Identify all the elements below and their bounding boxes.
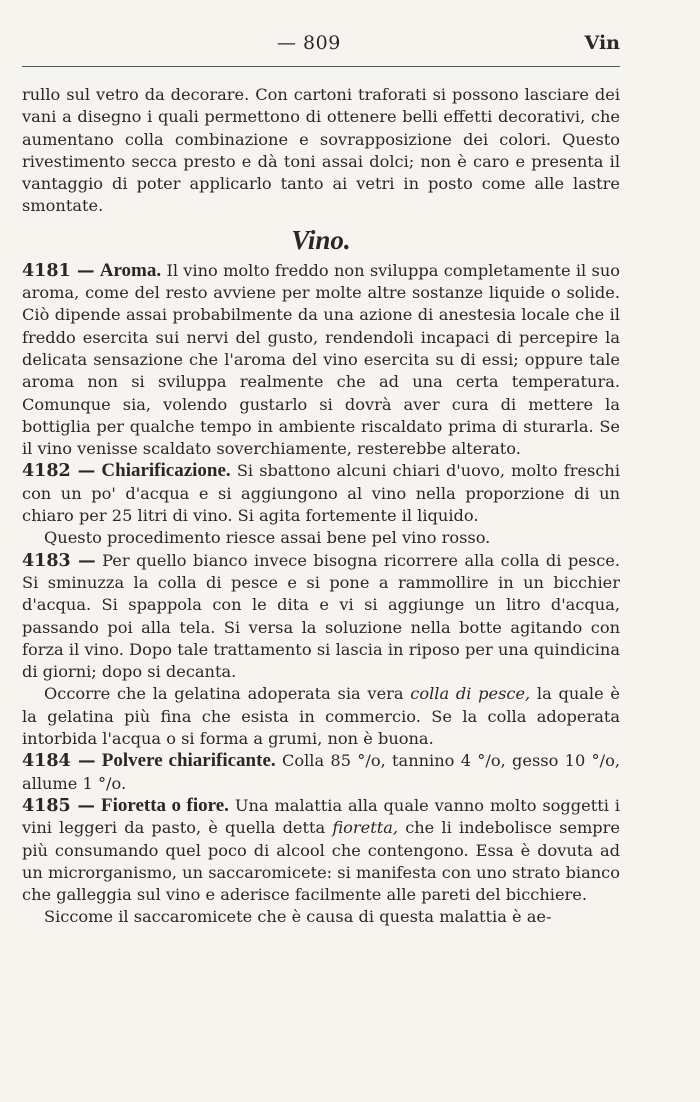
entry-italic: fioretta, (332, 818, 399, 838)
page-number: — 809 (277, 32, 341, 54)
note-text: la quale è la gelatina più fina che esista in commercio. Se la colla adoperata intorbida l'acqua o si forma a grumi, non è buona. (22, 684, 620, 749)
note-text: Occorre che la gelatina adoperata sia vera (44, 684, 404, 704)
entry-4182-note: Questo procedimento riesce assai bene pel vino rosso. (44, 528, 491, 548)
entry-4183 (22, 550, 620, 684)
entry-4185-note: Siccome il saccaromicete che è causa di questa malattia è ae- (44, 907, 552, 927)
entry-text: Per quello bianco invece bisogna ricorrere alla colla di pesce. Si sminuzza la colla di pesce e si pone a rammollire in un bicchier d'acqua. Si spappola con le dita e vi si aggiunge un litro d'acqua, passando poi alla tela. Si versa la soluzione nella botte agitando con forza il vino. Dopo tale trattamento si lascia in riposo per una quindicina di giorni; dopo si decanta. (22, 550, 620, 682)
entry-title: Chiarificazione. (101, 460, 231, 482)
entry-4185 (22, 795, 620, 906)
entry-4181 (22, 260, 620, 461)
entry-text: Il vino molto freddo non sviluppa completamente il suo aroma, come del resto avviene per molte altre sostanze liquide o solide. Ciò dipende assai probabilmente da una azione di anestesia locale che il freddo esercita sui nervi del gusto, rendendoli incapaci di percepire la delicata sensazione che l'aroma del vino esercita su di essi; oppure tale aroma non si sviluppa realmente che ad una certa temperatura. Comunque sia, volendo gustarlo si dovrà aver cura di mettere la bottiglia per qualche tempo in ambiente riscaldato prima di sturarla. Se il vino venisse scaldato soverchiamente, resterebbe alterato. (22, 260, 620, 459)
entry-title: Aroma. (99, 259, 162, 281)
entry-4183-note (22, 683, 620, 750)
entry-title: Fioretta o fiore. (100, 794, 229, 816)
entry-number: 4182 — (22, 461, 96, 482)
entry-text: che li indebolisce sempre più consumando quel poco di alcool che contengono. Essa è dovuta ad un microrganismo, un saccaromicete: si manifesta con uno strato bianco che galleggia sul vino e aderisce facilmente alle pareti del bicchiere. (22, 818, 620, 905)
entry-4182 (22, 460, 620, 527)
entry-text: Colla 85 °/o, tannino 4 °/o, gesso 10 °/o, allume 1 °/o. (22, 751, 620, 793)
entry-number: 4181 — (22, 260, 95, 281)
page-header (22, 28, 620, 64)
entry-4184 (22, 750, 620, 795)
intro-paragraph: rullo sul vetro da decorare. Con cartoni traforati si possono lasciare dei vani a disegno i quali permettono di ottenere belli effetti decorativi, che aumentano colla combinazione e sovrapposizione dei colori. Questo rivestimento secca presto e dà toni assai dolci; non è caro e presenta il vantaggio di poter applicarlo tanto ai vetri in posto come alle lastre smontate. (22, 85, 620, 216)
header-rule (22, 66, 620, 67)
note-italic: colla di pesce, (410, 684, 531, 704)
entry-title: Polvere chiarificante. (101, 750, 276, 772)
entry-number: 4183 — (22, 550, 96, 571)
body-text (22, 84, 620, 929)
entry-number: 4185 — (22, 795, 96, 816)
running-head: Vin (584, 32, 620, 54)
entry-number: 4184 — (22, 751, 96, 772)
entry-text: Una malattia alla quale vanno molto soggetti i vini leggeri da pasto, è quella detta (22, 795, 620, 838)
entry-text: Si sbattono alcuni chiari d'uovo, molto freschi con un po' d'acqua e si aggiungono al vino nella proporzione di un chiaro per 25 litri di vino. Si agita fortemente il liquido. (22, 461, 620, 526)
section-title: Vino. (291, 224, 351, 255)
